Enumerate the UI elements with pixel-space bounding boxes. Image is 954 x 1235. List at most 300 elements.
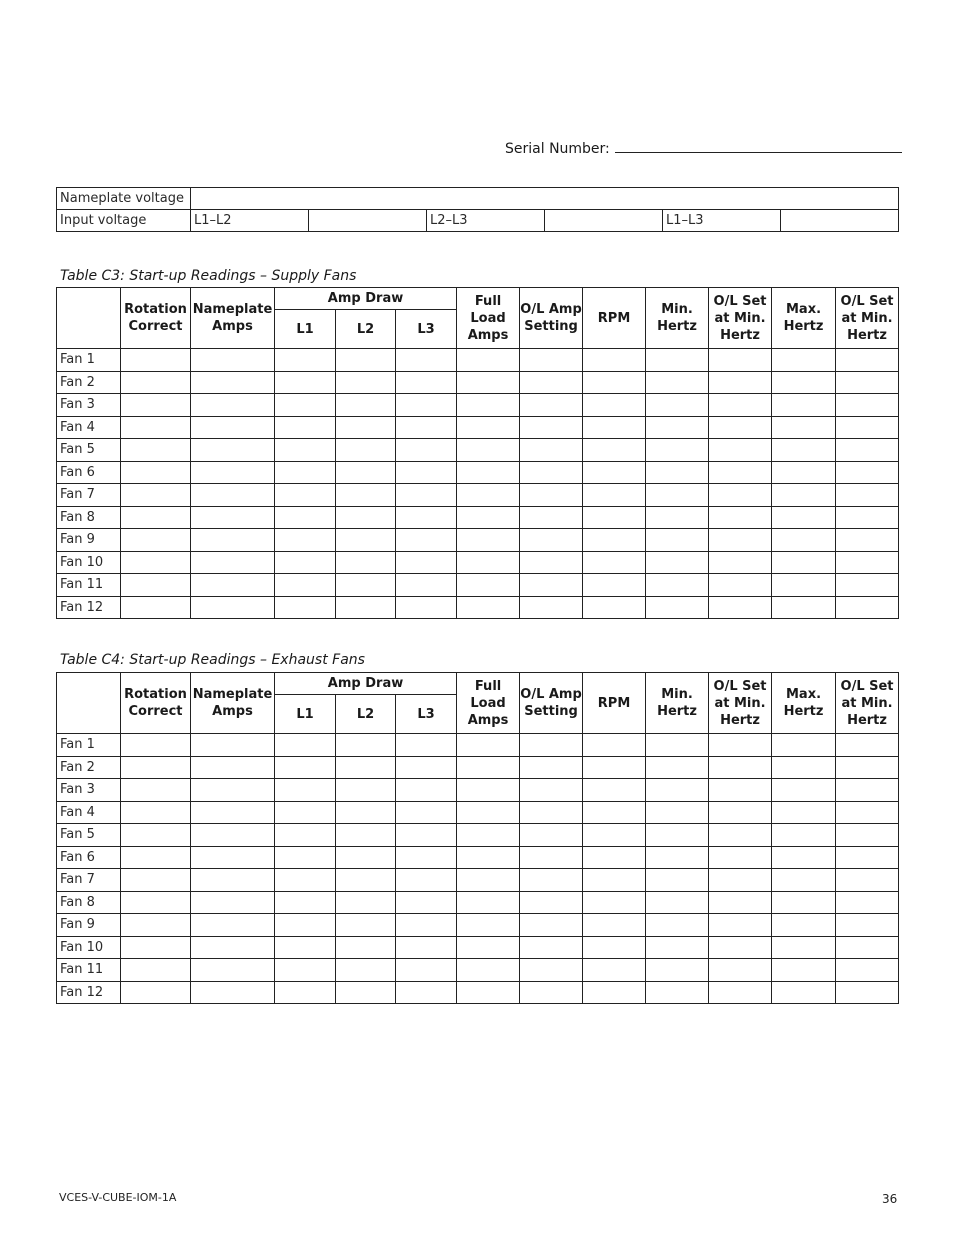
reading-cell[interactable]	[336, 439, 396, 462]
reading-cell[interactable]	[646, 371, 709, 394]
reading-cell[interactable]	[772, 779, 836, 802]
reading-cell[interactable]	[709, 506, 772, 529]
reading-cell[interactable]	[275, 846, 336, 869]
reading-cell[interactable]	[275, 484, 336, 507]
reading-cell[interactable]	[583, 824, 646, 847]
reading-cell[interactable]	[121, 506, 191, 529]
reading-cell[interactable]	[457, 824, 520, 847]
reading-cell[interactable]	[520, 959, 583, 982]
reading-cell[interactable]	[836, 349, 899, 372]
reading-cell[interactable]	[275, 416, 336, 439]
reading-cell[interactable]	[191, 416, 275, 439]
reading-cell[interactable]	[709, 936, 772, 959]
reading-cell[interactable]	[709, 439, 772, 462]
reading-cell[interactable]	[772, 506, 836, 529]
reading-cell[interactable]	[772, 869, 836, 892]
reading-cell[interactable]	[583, 506, 646, 529]
reading-cell[interactable]	[709, 869, 772, 892]
reading-cell[interactable]	[457, 596, 520, 619]
reading-cell[interactable]	[772, 551, 836, 574]
reading-cell[interactable]	[520, 551, 583, 574]
reading-cell[interactable]	[646, 959, 709, 982]
reading-cell[interactable]	[121, 416, 191, 439]
reading-cell[interactable]	[583, 846, 646, 869]
reading-cell[interactable]	[336, 824, 396, 847]
reading-cell[interactable]	[520, 734, 583, 757]
reading-cell[interactable]	[121, 371, 191, 394]
reading-cell[interactable]	[520, 484, 583, 507]
nameplate-voltage-label: Nameplate voltage	[57, 188, 191, 210]
reading-cell[interactable]	[772, 981, 836, 1004]
reading-cell[interactable]	[275, 959, 336, 982]
reading-cell[interactable]	[836, 439, 899, 462]
reading-cell[interactable]	[275, 891, 336, 914]
reading-cell[interactable]	[396, 891, 457, 914]
reading-cell[interactable]	[336, 914, 396, 937]
phase-label-l1-l2: L1–L2	[191, 210, 309, 232]
reading-cell[interactable]	[191, 596, 275, 619]
reading-cell[interactable]	[709, 596, 772, 619]
reading-cell[interactable]	[646, 349, 709, 372]
reading-cell[interactable]	[772, 846, 836, 869]
reading-cell[interactable]	[709, 824, 772, 847]
reading-cell[interactable]	[191, 779, 275, 802]
reading-cell[interactable]	[121, 529, 191, 552]
reading-cell[interactable]	[646, 846, 709, 869]
reading-cell[interactable]	[275, 981, 336, 1004]
reading-cell[interactable]	[396, 596, 457, 619]
reading-cell[interactable]	[583, 914, 646, 937]
reading-cell[interactable]	[457, 349, 520, 372]
reading-cell[interactable]	[772, 574, 836, 597]
reading-cell[interactable]	[646, 756, 709, 779]
reading-cell[interactable]	[191, 801, 275, 824]
reading-cell[interactable]	[191, 394, 275, 417]
reading-cell[interactable]	[336, 959, 396, 982]
reading-cell[interactable]	[396, 551, 457, 574]
reading-cell[interactable]	[772, 349, 836, 372]
reading-cell[interactable]	[772, 484, 836, 507]
reading-cell[interactable]	[457, 506, 520, 529]
reading-cell[interactable]	[457, 891, 520, 914]
reading-cell[interactable]	[709, 416, 772, 439]
reading-cell[interactable]	[191, 484, 275, 507]
reading-cell[interactable]	[646, 551, 709, 574]
reading-cell[interactable]	[121, 394, 191, 417]
reading-cell[interactable]	[520, 891, 583, 914]
reading-cell[interactable]	[520, 349, 583, 372]
reading-cell[interactable]	[336, 981, 396, 1004]
reading-cell[interactable]	[457, 439, 520, 462]
reading-cell[interactable]	[336, 936, 396, 959]
reading-cell[interactable]	[191, 529, 275, 552]
reading-cell[interactable]	[275, 371, 336, 394]
reading-cell[interactable]	[836, 416, 899, 439]
reading-cell[interactable]	[772, 959, 836, 982]
reading-cell[interactable]	[709, 484, 772, 507]
reading-cell[interactable]	[121, 846, 191, 869]
reading-cell[interactable]	[583, 869, 646, 892]
reading-cell[interactable]	[646, 439, 709, 462]
reading-cell[interactable]	[646, 936, 709, 959]
reading-cell[interactable]	[121, 439, 191, 462]
reading-cell[interactable]	[191, 551, 275, 574]
reading-cell[interactable]	[121, 734, 191, 757]
reading-cell[interactable]	[520, 756, 583, 779]
reading-cell[interactable]	[520, 574, 583, 597]
reading-cell[interactable]	[121, 824, 191, 847]
reading-cell[interactable]	[709, 394, 772, 417]
reading-cell[interactable]	[336, 506, 396, 529]
reading-cell[interactable]	[520, 371, 583, 394]
reading-cell[interactable]	[457, 529, 520, 552]
reading-cell[interactable]	[772, 371, 836, 394]
reading-cell[interactable]	[646, 416, 709, 439]
reading-cell[interactable]	[709, 779, 772, 802]
reading-cell[interactable]	[396, 484, 457, 507]
reading-cell[interactable]	[457, 914, 520, 937]
reading-cell[interactable]	[772, 824, 836, 847]
reading-cell[interactable]	[396, 779, 457, 802]
reading-cell[interactable]	[520, 846, 583, 869]
reading-cell[interactable]	[583, 801, 646, 824]
reading-cell[interactable]	[396, 394, 457, 417]
reading-cell[interactable]	[709, 529, 772, 552]
reading-cell[interactable]	[396, 846, 457, 869]
reading-cell[interactable]	[709, 891, 772, 914]
reading-cell[interactable]	[583, 596, 646, 619]
reading-cell[interactable]	[836, 981, 899, 1004]
nameplate-voltage-value[interactable]	[191, 188, 899, 210]
reading-cell[interactable]	[121, 981, 191, 1004]
reading-cell[interactable]	[121, 959, 191, 982]
reading-cell[interactable]	[191, 461, 275, 484]
reading-cell[interactable]	[457, 416, 520, 439]
reading-cell[interactable]	[520, 439, 583, 462]
reading-cell[interactable]	[709, 981, 772, 1004]
reading-cell[interactable]	[583, 461, 646, 484]
reading-cell[interactable]	[396, 824, 457, 847]
reading-cell[interactable]	[191, 439, 275, 462]
reading-cell[interactable]	[520, 416, 583, 439]
reading-cell[interactable]	[396, 349, 457, 372]
reading-cell[interactable]	[772, 936, 836, 959]
reading-cell[interactable]	[709, 959, 772, 982]
reading-cell[interactable]	[336, 869, 396, 892]
input-voltage-label: Input voltage	[57, 210, 191, 232]
reading-cell[interactable]	[520, 869, 583, 892]
reading-cell[interactable]	[275, 349, 336, 372]
reading-cell[interactable]	[836, 936, 899, 959]
reading-cell[interactable]	[336, 461, 396, 484]
reading-cell[interactable]	[772, 461, 836, 484]
reading-cell[interactable]	[457, 869, 520, 892]
reading-cell[interactable]	[457, 394, 520, 417]
reading-cell[interactable]	[336, 734, 396, 757]
reading-cell[interactable]	[336, 801, 396, 824]
reading-cell[interactable]	[520, 529, 583, 552]
reading-cell[interactable]	[396, 869, 457, 892]
reading-cell[interactable]	[646, 891, 709, 914]
reading-cell[interactable]	[583, 891, 646, 914]
reading-cell[interactable]	[709, 461, 772, 484]
reading-cell[interactable]	[646, 824, 709, 847]
reading-cell[interactable]	[583, 959, 646, 982]
reading-cell[interactable]	[457, 484, 520, 507]
reading-cell[interactable]	[275, 529, 336, 552]
reading-cell[interactable]	[191, 959, 275, 982]
reading-cell[interactable]	[457, 551, 520, 574]
reading-cell[interactable]	[396, 529, 457, 552]
reading-cell[interactable]	[336, 349, 396, 372]
phase-value-l1-l2[interactable]	[309, 210, 427, 232]
reading-cell[interactable]	[191, 371, 275, 394]
reading-cell[interactable]	[772, 416, 836, 439]
reading-cell[interactable]	[836, 529, 899, 552]
reading-cell[interactable]	[836, 801, 899, 824]
reading-cell[interactable]	[772, 596, 836, 619]
reading-cell[interactable]	[457, 734, 520, 757]
reading-cell[interactable]	[772, 529, 836, 552]
reading-cell[interactable]	[583, 439, 646, 462]
reading-cell[interactable]	[772, 756, 836, 779]
reading-cell[interactable]	[772, 891, 836, 914]
reading-cell[interactable]	[836, 824, 899, 847]
reading-cell[interactable]	[121, 869, 191, 892]
phase-value-l1-l3[interactable]	[781, 210, 899, 232]
reading-cell[interactable]	[520, 801, 583, 824]
reading-cell[interactable]	[396, 801, 457, 824]
reading-cell[interactable]	[709, 349, 772, 372]
reading-cell[interactable]	[275, 824, 336, 847]
reading-cell[interactable]	[191, 981, 275, 1004]
reading-cell[interactable]	[457, 779, 520, 802]
reading-cell[interactable]	[709, 756, 772, 779]
reading-cell[interactable]	[191, 574, 275, 597]
reading-cell[interactable]	[709, 801, 772, 824]
reading-cell[interactable]	[191, 869, 275, 892]
reading-cell[interactable]	[275, 734, 336, 757]
reading-cell[interactable]	[646, 779, 709, 802]
reading-cell[interactable]	[396, 981, 457, 1004]
reading-cell[interactable]	[191, 349, 275, 372]
reading-cell[interactable]	[583, 394, 646, 417]
reading-cell[interactable]	[646, 529, 709, 552]
reading-cell[interactable]	[457, 461, 520, 484]
reading-cell[interactable]	[646, 394, 709, 417]
reading-cell[interactable]	[520, 506, 583, 529]
reading-cell[interactable]	[336, 846, 396, 869]
reading-cell[interactable]	[191, 914, 275, 937]
reading-cell[interactable]	[396, 416, 457, 439]
reading-cell[interactable]	[191, 756, 275, 779]
reading-cell[interactable]	[336, 371, 396, 394]
reading-cell[interactable]	[191, 734, 275, 757]
reading-cell[interactable]	[836, 506, 899, 529]
reading-cell[interactable]	[520, 914, 583, 937]
reading-cell[interactable]	[583, 981, 646, 1004]
reading-cell[interactable]	[457, 936, 520, 959]
reading-cell[interactable]	[646, 506, 709, 529]
reading-cell[interactable]	[191, 506, 275, 529]
reading-cell[interactable]	[121, 484, 191, 507]
reading-cell[interactable]	[275, 461, 336, 484]
reading-cell[interactable]	[836, 551, 899, 574]
reading-cell[interactable]	[836, 846, 899, 869]
reading-cell[interactable]	[772, 914, 836, 937]
reading-cell[interactable]	[520, 394, 583, 417]
fan-label: Fan 2	[57, 371, 121, 394]
serial-number-field	[505, 138, 902, 157]
reading-cell[interactable]	[646, 914, 709, 937]
reading-cell[interactable]	[457, 756, 520, 779]
reading-cell[interactable]	[396, 756, 457, 779]
reading-cell[interactable]	[121, 914, 191, 937]
reading-cell[interactable]	[520, 981, 583, 1004]
reading-cell[interactable]	[121, 756, 191, 779]
reading-cell[interactable]	[275, 936, 336, 959]
reading-cell[interactable]	[191, 891, 275, 914]
reading-cell[interactable]	[836, 484, 899, 507]
reading-cell[interactable]	[275, 756, 336, 779]
reading-cell[interactable]	[836, 891, 899, 914]
reading-cell[interactable]	[336, 394, 396, 417]
reading-cell[interactable]	[396, 959, 457, 982]
reading-cell[interactable]	[275, 779, 336, 802]
reading-cell[interactable]	[583, 779, 646, 802]
reading-cell[interactable]	[709, 574, 772, 597]
reading-cell[interactable]	[121, 596, 191, 619]
reading-cell[interactable]	[457, 959, 520, 982]
reading-cell[interactable]	[457, 981, 520, 1004]
phase-value-l2-l3[interactable]	[545, 210, 663, 232]
reading-cell[interactable]	[396, 371, 457, 394]
reading-cell[interactable]	[646, 596, 709, 619]
reading-cell[interactable]	[836, 461, 899, 484]
reading-cell[interactable]	[583, 529, 646, 552]
reading-cell[interactable]	[457, 574, 520, 597]
reading-cell[interactable]	[646, 869, 709, 892]
reading-cell[interactable]	[836, 394, 899, 417]
reading-cell[interactable]	[709, 914, 772, 937]
reading-cell[interactable]	[336, 779, 396, 802]
reading-cell[interactable]	[275, 439, 336, 462]
reading-cell[interactable]	[836, 734, 899, 757]
reading-cell[interactable]	[275, 596, 336, 619]
reading-cell[interactable]	[836, 869, 899, 892]
reading-cell[interactable]	[396, 936, 457, 959]
reading-cell[interactable]	[275, 574, 336, 597]
reading-cell[interactable]	[191, 824, 275, 847]
reading-cell[interactable]	[583, 371, 646, 394]
reading-cell[interactable]	[836, 779, 899, 802]
reading-cell[interactable]	[836, 596, 899, 619]
reading-cell[interactable]	[646, 574, 709, 597]
reading-cell[interactable]	[121, 574, 191, 597]
reading-cell[interactable]	[121, 779, 191, 802]
reading-cell[interactable]	[520, 779, 583, 802]
reading-cell[interactable]	[583, 416, 646, 439]
reading-cell[interactable]	[646, 801, 709, 824]
reading-cell[interactable]	[275, 551, 336, 574]
reading-cell[interactable]	[336, 891, 396, 914]
reading-cell[interactable]	[772, 394, 836, 417]
reading-cell[interactable]	[520, 596, 583, 619]
reading-cell[interactable]	[336, 596, 396, 619]
reading-cell[interactable]	[646, 484, 709, 507]
reading-cell[interactable]	[646, 461, 709, 484]
reading-cell[interactable]	[336, 484, 396, 507]
reading-cell[interactable]	[583, 756, 646, 779]
reading-cell[interactable]	[709, 551, 772, 574]
reading-cell[interactable]	[121, 891, 191, 914]
reading-cell[interactable]	[583, 349, 646, 372]
reading-cell[interactable]	[275, 394, 336, 417]
reading-cell[interactable]	[275, 869, 336, 892]
reading-cell[interactable]	[457, 801, 520, 824]
reading-cell[interactable]	[121, 551, 191, 574]
reading-cell[interactable]	[121, 349, 191, 372]
reading-cell[interactable]	[583, 574, 646, 597]
reading-cell[interactable]	[520, 936, 583, 959]
reading-cell[interactable]	[396, 914, 457, 937]
reading-cell[interactable]	[121, 801, 191, 824]
reading-cell[interactable]	[396, 734, 457, 757]
reading-cell[interactable]	[457, 846, 520, 869]
reading-cell[interactable]	[836, 914, 899, 937]
reading-cell[interactable]	[191, 846, 275, 869]
reading-cell[interactable]	[336, 551, 396, 574]
reading-cell[interactable]	[520, 461, 583, 484]
reading-cell[interactable]	[121, 461, 191, 484]
reading-cell[interactable]	[520, 824, 583, 847]
reading-cell[interactable]	[836, 959, 899, 982]
reading-cell[interactable]	[336, 756, 396, 779]
reading-cell[interactable]	[583, 484, 646, 507]
reading-cell[interactable]	[772, 801, 836, 824]
reading-cell[interactable]	[709, 734, 772, 757]
reading-cell[interactable]	[772, 439, 836, 462]
reading-cell[interactable]	[583, 936, 646, 959]
rpm-header: RPM	[583, 288, 646, 349]
reading-cell[interactable]	[583, 734, 646, 757]
reading-cell[interactable]	[336, 416, 396, 439]
reading-cell[interactable]	[583, 551, 646, 574]
reading-cell[interactable]	[191, 936, 275, 959]
reading-cell[interactable]	[836, 756, 899, 779]
serial-number-blank[interactable]	[615, 138, 902, 153]
reading-cell[interactable]	[709, 371, 772, 394]
reading-cell[interactable]	[336, 529, 396, 552]
reading-cell[interactable]	[709, 846, 772, 869]
reading-cell[interactable]	[275, 506, 336, 529]
reading-cell[interactable]	[396, 439, 457, 462]
reading-cell[interactable]	[396, 506, 457, 529]
reading-cell[interactable]	[121, 936, 191, 959]
serial-number-label: Serial Number:	[505, 141, 610, 157]
reading-cell[interactable]	[336, 574, 396, 597]
reading-cell[interactable]	[275, 914, 336, 937]
reading-cell[interactable]	[836, 371, 899, 394]
reading-cell[interactable]	[836, 574, 899, 597]
reading-cell[interactable]	[772, 734, 836, 757]
reading-cell[interactable]	[396, 574, 457, 597]
reading-cell[interactable]	[457, 371, 520, 394]
reading-cell[interactable]	[396, 461, 457, 484]
reading-cell[interactable]	[275, 801, 336, 824]
reading-cell[interactable]	[646, 734, 709, 757]
reading-cell[interactable]	[646, 981, 709, 1004]
